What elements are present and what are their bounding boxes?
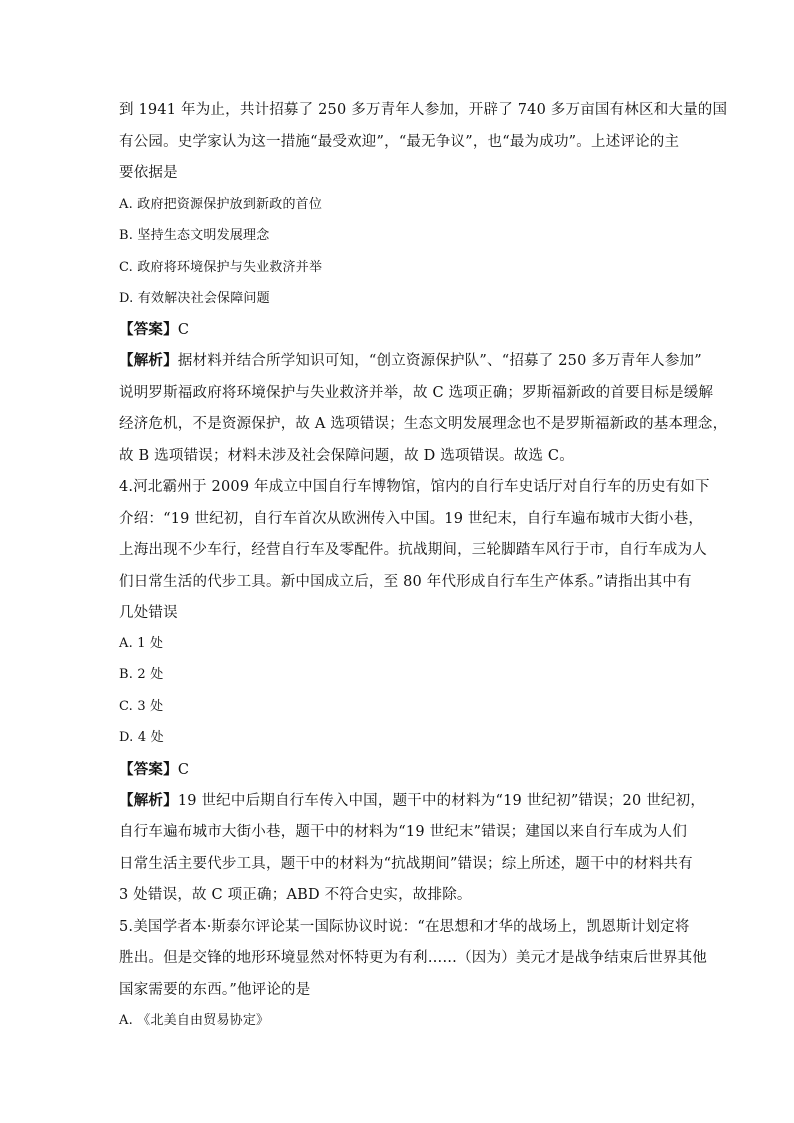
- analysis-text: 据材料并结合所学知识可知，“创立资源保护队”、“招募了 250 多万青年人参加”: [177, 353, 702, 369]
- q4-analysis-line-1: [119, 791, 706, 811]
- q3-analysis-line-3: 经济危机，不是资源保护，故 A 选项错误；生态文明发展理念也不是罗斯福新政的基本理念，: [119, 416, 728, 432]
- q3-answer: [119, 320, 679, 340]
- q3-option-d: D. 有效解决社会保障问题: [119, 291, 270, 306]
- q5-stem-line-3: 国家需要的东西。”他评论的是: [119, 982, 311, 998]
- analysis-tag: 【解析】: [119, 792, 178, 809]
- q3-analysis-line-4: 故 B 选项错误；材料未涉及社会保障问题，故 D 选项错误。故选 C。: [119, 448, 574, 464]
- q4-analysis-line-3: 日常生活主要代步工具，题干中的材料为“抗战期间”错误；综上所述，题干中的材料共有: [119, 856, 693, 872]
- q3-option-c: C. 政府将环境保护与失业救济并举: [119, 260, 323, 275]
- q4-option-b: B. 2 处: [119, 667, 164, 682]
- q4-analysis-line-4: 3 处错误，故 C 项正确；ABD 不符合史实，故排除。: [119, 887, 472, 903]
- answer-value: C: [177, 322, 190, 338]
- q4-option-a: A. 1 处: [119, 636, 164, 651]
- analysis-tag: 【解析】: [119, 352, 178, 369]
- answer-value: C: [177, 762, 190, 778]
- q4-stem-line-1: 4.河北霸州于 2009 年成立中国自行车博物馆，馆内的自行车史话厅对自行车的历史有如下: [119, 479, 710, 495]
- q3-stem-line-2: 有公园。史学家认为这一措施“最受欢迎”，“最无争议”，也“最为成功”。上述评论的主: [119, 134, 680, 150]
- q4-stem-line-2: 介绍：“19 世纪初，自行车首次从欧洲传入中国。19 世纪末，自行车遍布城市大街小巷，: [119, 511, 704, 527]
- q4-stem-line-3: 上海出现不少车行，经营自行车及零配件。抗战期间，三轮脚踏车风行于市，自行车成为人: [119, 542, 707, 558]
- q4-analysis-line-2: 自行车遍布城市大街小巷，题干中的材料为“19 世纪末”错误；建国以来自行车成为人们: [119, 824, 688, 840]
- q3-analysis-line-2: 说明罗斯福政府将环境保护与失业救济并举，故 C 选项正确；罗斯福新政的首要目标是缓解: [119, 385, 714, 401]
- q4-option-d: D. 4 处: [119, 730, 164, 745]
- analysis-text: 19 世纪中后期自行车传入中国，题干中的材料为“19 世纪初”错误；20 世纪初，: [177, 793, 706, 809]
- q5-option-a: A. 《北美自由贸易协定》: [119, 1013, 270, 1028]
- q3-option-a: A. 政府把资源保护放到新政的首位: [119, 197, 323, 212]
- q3-stem-line-1: 到 1941 年为止，共计招募了 250 多万青年人参加，开辟了 740 多万亩国有林区和大量的国: [119, 102, 728, 118]
- answer-tag: 【答案】: [119, 761, 178, 778]
- q4-option-c: C. 3 处: [119, 699, 164, 714]
- q3-analysis-line-1: [119, 351, 702, 371]
- q3-option-b: B. 坚持生态文明发展理念: [119, 228, 270, 243]
- q5-stem-line-1: 5.美国学者本·斯泰尔评论某一国际协议时说：“在思想和才华的战场上，凯恩斯计划定将: [119, 919, 690, 935]
- q5-stem-line-2: 胜出。但是交锋的地形环境显然对怀特更为有利……（因为）美元才是战争结束后世界其他: [119, 950, 707, 966]
- answer-tag: 【答案】: [119, 321, 178, 338]
- q3-stem-line-3: 要依据是: [119, 165, 178, 181]
- q4-stem-line-4: 们日常生活的代步工具。新中国成立后，至 80 年代形成自行车生产体系。”请指出其中有: [119, 574, 692, 590]
- q4-answer: [119, 760, 679, 780]
- q4-stem-line-5: 几处错误: [119, 605, 178, 621]
